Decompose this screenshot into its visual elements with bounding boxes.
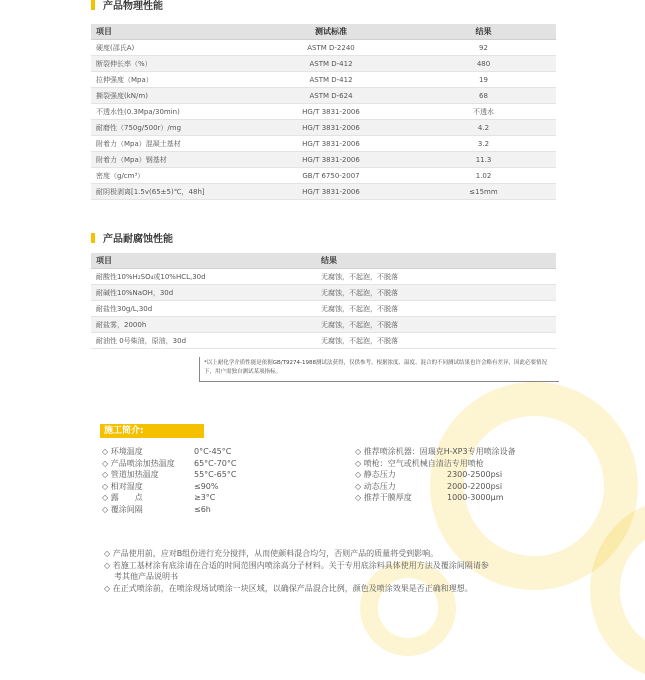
cell-result: 无腐蚀，不起泡，不脱落 (316, 317, 556, 333)
param-row (102, 458, 236, 470)
param-value: ≤90% (194, 481, 219, 491)
param-value: 65°C-70°C (194, 458, 237, 468)
param-row (102, 446, 236, 458)
param-label: ◇ 产品喷涂加热温度 (102, 458, 175, 468)
cell-standard: ASTM D-412 (251, 72, 411, 88)
table-row (91, 40, 556, 56)
section-heading-physical (91, 0, 163, 14)
table-row (91, 120, 556, 136)
cell-result: 68 (411, 88, 556, 104)
section-title: 产品耐腐蚀性能 (103, 234, 173, 245)
param-label: ◇ 静态压力 (355, 470, 396, 480)
param-value: ≥3°C (194, 493, 216, 503)
cell-result: 无腐蚀，不起泡，不脱落 (316, 269, 556, 285)
table-row (91, 152, 556, 168)
param-row (355, 446, 516, 458)
usage-note-continued: 考其他产品说明书 (114, 572, 178, 581)
construction-banner: 施工简介: (100, 424, 204, 438)
param-value: ≤6h (194, 504, 211, 514)
table-row (91, 269, 556, 285)
accent-bar (91, 233, 95, 243)
table-row (91, 72, 556, 88)
table-header-row (91, 253, 556, 269)
cell-result: 无腐蚀，不起泡，不脱落 (316, 333, 556, 349)
usage-note: ◇ 若施工基材涂有底涂请在合适的时间范围内喷涂高分子材料。关于专用底涂料具体使用方法及覆涂间隔请参 (104, 560, 489, 570)
cell-result: 19 (411, 72, 556, 88)
cell-result: 无腐蚀，不起泡，不脱落 (316, 285, 556, 301)
cell-item: 耐酸性10%H₂SO₄或10%HCL,30d (91, 269, 316, 285)
cell-result: 92 (411, 40, 556, 56)
construction-params-right (355, 446, 516, 504)
param-row (355, 481, 516, 493)
table-row (91, 88, 556, 104)
cell-result: 480 (411, 56, 556, 72)
cell-standard: GB/T 6750-2007 (251, 168, 411, 184)
physical-properties-table (91, 24, 556, 200)
cell-item: 耐碱性10%NaOH，30d (91, 285, 316, 301)
accent-bar (91, 0, 95, 10)
cell-item: 耐盐雾，2000h (91, 317, 316, 333)
construction-params-left (102, 446, 236, 516)
cell-result: 无腐蚀，不起泡，不脱落 (316, 301, 556, 317)
corrosion-resistance-table (91, 253, 556, 349)
cell-item: 硬度(邵氏A) (91, 40, 251, 56)
param-value: 1000-3000μm (447, 493, 504, 503)
param-label: ◇ 露 点 (102, 493, 143, 503)
param-label: ◇ 动态压力 (355, 481, 396, 491)
cell-item: 撕裂强度(kN/m) (91, 88, 251, 104)
cell-item: 附着力（Mpa）钢基材 (91, 152, 251, 168)
cell-result: 11.3 (411, 152, 556, 168)
param-label: ◇ 推荐喷涂机器：固瑞克H-XP3专用喷涂设备 (355, 447, 516, 456)
cell-item: 断裂伸长率（%） (91, 56, 251, 72)
cell-result: ≤15mm (411, 184, 556, 200)
param-row (102, 469, 236, 481)
col-header-item: 项目 (91, 253, 316, 269)
param-row (102, 504, 236, 516)
table-row (91, 168, 556, 184)
param-value: 2000-2200psi (447, 481, 503, 491)
table-row (91, 301, 556, 317)
param-label: ◇ 环境温度 (102, 447, 143, 456)
usage-note: ◇ 在正式喷涂前，在喷涂现场试喷涂一块区域，以确保产品混合比例，颜色及喷涂效果是否正确和理想。 (104, 583, 473, 593)
cell-item: 耐油性 0号柴油，原油，30d (91, 333, 316, 349)
cell-standard: ASTM D-412 (251, 56, 411, 72)
param-row (355, 458, 516, 470)
cell-result: 4.2 (411, 120, 556, 136)
param-row (102, 492, 236, 504)
param-row (355, 469, 516, 481)
table-row (91, 136, 556, 152)
table-row (91, 333, 556, 349)
test-method-note: *以上耐化学介质性能是依据GB/T9274-1988测试法获得，仅供参考。根据浓度、温度、混合的不同测试结果也许会略有差异，因此必要情况下，用户需独自测试某项指标。 (199, 357, 559, 382)
table-row (91, 285, 556, 301)
cell-standard: ASTM D-2240 (251, 40, 411, 56)
table-row (91, 184, 556, 200)
cell-item: 密度（g/cm³） (91, 168, 251, 184)
param-row (102, 481, 236, 493)
col-header-result: 结果 (316, 253, 556, 269)
cell-standard: HG/T 3831-2006 (251, 120, 411, 136)
table-header-row (91, 24, 556, 40)
table-row (91, 104, 556, 120)
param-value: 55°C-65°C (194, 470, 237, 480)
param-label: ◇ 喷枪：空气或机械自清洁专用喷枪 (355, 458, 484, 468)
col-header-result: 结果 (411, 24, 556, 40)
table-row (91, 317, 556, 333)
cell-item: 耐磨性（750g/500r）/mg (91, 120, 251, 136)
param-value: 0°C-45°C (194, 447, 232, 456)
cell-result: 不透水 (411, 104, 556, 120)
cell-standard: HG/T 3831-2006 (251, 152, 411, 168)
cell-item: 不透水性(0.3Mpa/30min) (91, 104, 251, 120)
col-header-standard: 测试标准 (251, 24, 411, 40)
param-label: ◇ 推荐干膜厚度 (355, 493, 412, 503)
cell-result: 1.02 (411, 168, 556, 184)
cell-result: 3.2 (411, 136, 556, 152)
cell-standard: HG/T 3831-2006 (251, 184, 411, 200)
cell-standard: ASTM D-624 (251, 88, 411, 104)
table-row (91, 56, 556, 72)
cell-standard: HG/T 3831-2006 (251, 136, 411, 152)
param-label: ◇ 相对湿度 (102, 481, 143, 491)
param-label: ◇ 覆涂间隔 (102, 504, 143, 514)
param-label: ◇ 管道加热温度 (102, 470, 159, 480)
usage-notes (104, 548, 574, 594)
cell-item: 拉伸强度（Mpa） (91, 72, 251, 88)
cell-standard: HG/T 3831-2006 (251, 104, 411, 120)
cell-item: 耐盐性30g/L,30d (91, 301, 316, 317)
col-header-item: 项目 (91, 24, 251, 40)
usage-note: ◇ 产品使用前，应对B组份进行充分搅拌，从而使颜料混合均匀，否则产品的质量将受到影响。 (104, 549, 439, 558)
section-title: 产品物理性能 (103, 1, 163, 12)
section-heading-corrosion (91, 233, 173, 247)
param-row (355, 492, 516, 504)
cell-item: 耐阴极剥离[1.5v(65±5)℃，48h] (91, 184, 251, 200)
param-value: 2300-2500psi (447, 470, 503, 480)
cell-item: 附着力（Mpa）混凝土基材 (91, 136, 251, 152)
